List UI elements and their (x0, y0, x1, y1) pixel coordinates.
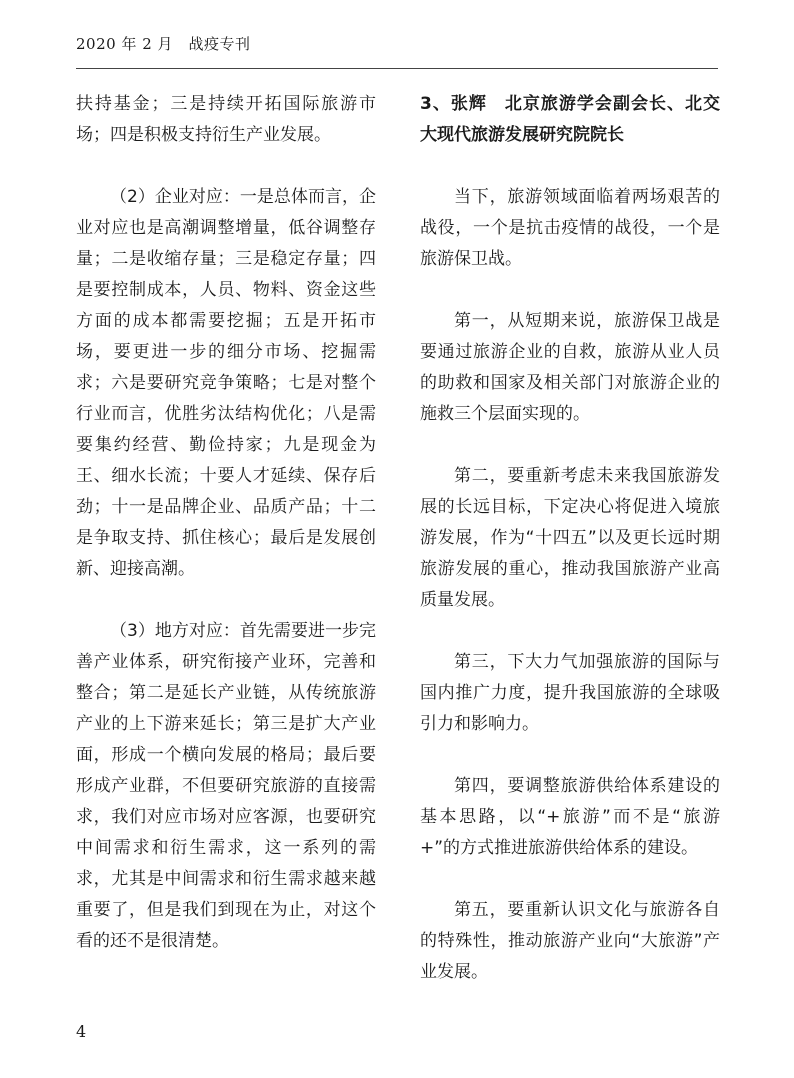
paragraph-point-3: 第三，下大力气加强旅游的国际与国内推广力度，提升我国旅游的全球吸引力和影响力。 (420, 652, 720, 734)
paragraph-point-1: 第一，从短期来说，旅游保卫战是要通过旅游企业的自救，旅游从业人员的助救和国家及相关部门对旅游企业的施救三个层面实现的。 (420, 311, 720, 424)
right-column (420, 89, 720, 1019)
paragraph-point-2: 第二，要重新考虑未来我国旅游发展的长远目标，下定决心将促进入境旅游发展，作为“十四五”以及更长远时期旅游发展的重心，推动我国旅游产业高质量发展。 (420, 466, 720, 610)
paragraph-continuation: 扶持基金；三是持续开拓国际旅游市场；四是积极支持衍生产业发展。 (76, 94, 376, 145)
page-number: 4 (76, 1022, 87, 1041)
paragraph-intro: 当下，旅游领域面临着两场艰苦的战役，一个是抗击疫情的战役，一个是旅游保卫战。 (420, 187, 720, 269)
paragraph-local-response: （3）地方对应：首先需要进一步完善产业体系，研究衔接产业环，完善和整合；第二是延长产业链，从传统旅游产业的上下游来延长；第三是扩大产业面，形成一个横向发展的格局；最后要形成产业群，不但要研究旅游的直接需求，我们对应市场对应客源，也要研究中间需求和衍生需求，这一系列的需求，尤其是中间需求和衍生需求越来越重要了，但是我们到现在为止，对这个看的还不是很清楚。 (76, 621, 376, 951)
paragraph-enterprise-response: （2）企业对应：一是总体而言，企业对应也是高潮调整增量，低谷调整存量；二是收缩存量；三是稳定存量；四是要控制成本，人员、物料、资金这些方面的成本都需要挖掘；五是开拓市场，要更进一步的细分市场、挖掘需求；六是要研究竞争策略；七是对整个行业而言，优胜劣汰结构优化；八是需要集约经营、勤俭持家；九是现金为王、细水长流；十要人才延续、保存后劲；十一是品牌企业、品质产品；十二是争取支持、抓住核心；最后是发展创新、迎接高潮。 (76, 187, 376, 579)
paragraph-point-4: 第四，要调整旅游供给体系建设的基本思路，以“+旅游”而不是“旅游+”的方式推进旅游供给体系的建设。 (420, 776, 720, 858)
section-heading: 3、张辉 北京旅游学会副会长、北交大现代旅游发展研究院院长 (420, 94, 720, 145)
paragraph-point-5: 第五，要重新认识文化与旅游各自的特殊性，推动旅游产业向“大旅游”产业发展。 (420, 900, 720, 982)
header-divider (76, 68, 718, 69)
running-header: 2020 年 2 月 战疫专刊 (76, 35, 251, 53)
left-column (76, 89, 376, 988)
